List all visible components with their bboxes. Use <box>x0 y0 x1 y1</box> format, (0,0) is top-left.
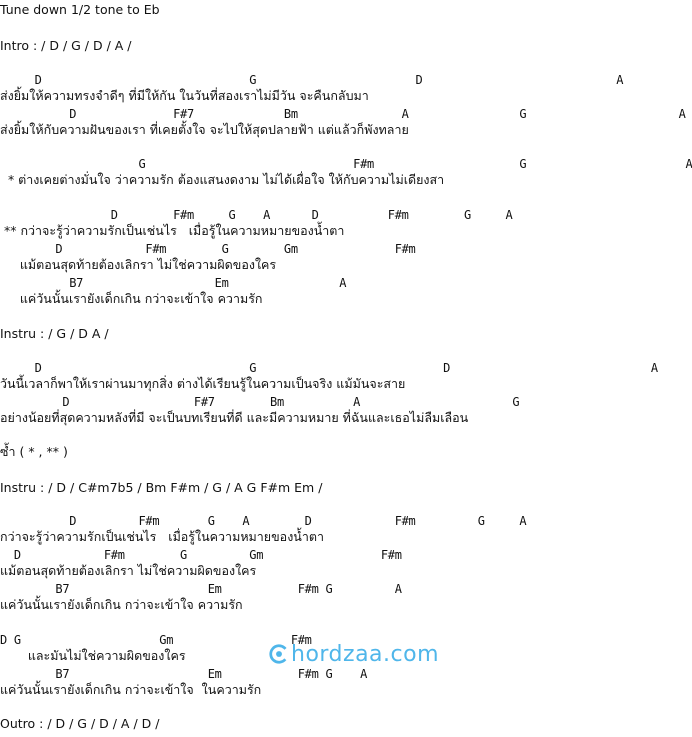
chord-line: D F#m G Gm F#m <box>0 548 402 562</box>
chord-line: B7 Em A <box>0 276 347 290</box>
chord-line: D F#m G Gm F#m <box>0 242 416 256</box>
lyric-line: แค่วันนั้นเรายังเด็กเกิน กว่าจะเข้าใจ ในความรัก <box>0 682 262 697</box>
lyric-line: แม้ตอนสุดท้ายต้องเลิกรา ไม่ใช่ความผิดของใคร <box>0 257 277 272</box>
lyric-line: ** กว่าจะรู้ว่าความรักเป็นเช่นไร เมื่อรู้ในความหมายของน้ำตา <box>0 223 345 238</box>
lyric-line: แม้ตอนสุดท้ายต้องเลิกรา ไม่ใช่ความผิดของใคร <box>0 563 257 578</box>
chord-line: D F#7 Bm A G <box>0 395 520 409</box>
chord-line: D G Gm F#m <box>0 633 312 647</box>
chordzaa-c-icon <box>268 643 290 665</box>
lyric-line: แค่วันนั้นเรายังเด็กเกิน กว่าจะเข้าใจ ความรัก <box>0 291 263 306</box>
chord-line: D F#m G A D F#m G A <box>0 208 513 222</box>
outro-line: Outro : / D / G / D / A / D / <box>0 716 160 731</box>
lyric-line: กว่าจะรู้ว่าความรักเป็นเช่นไร เมื่อรู้ในความหมายของน้ำตา <box>0 529 324 544</box>
watermark-text: hordzaa.com <box>291 641 440 667</box>
chord-line: B7 Em F#m G A <box>0 582 402 596</box>
lyric-line: ส่งยิ้มให้ความทรงจำดีๆ ที่มีให้กัน ในวันที่สองเราไม่มีวัน จะคืนกลับมา <box>0 88 369 103</box>
lyric-line: อย่างน้อยที่สุดความหลังที่มี จะเป็นบทเรียนที่ดี และมีความหมาย ที่ฉันและเธอไม่ลืมเลือน <box>0 410 469 425</box>
lyric-line: แค่วันนั้นเรายังเด็กเกิน กว่าจะเข้าใจ ความรัก <box>0 597 243 612</box>
site-watermark <box>268 640 458 668</box>
repeat-marker: ซ้ำ ( * , ** ) <box>0 444 68 459</box>
chord-line: D F#m G A D F#m G A <box>0 514 527 528</box>
instru-line: Instru : / G / D A / <box>0 326 109 341</box>
lyric-line: * ต่างเคยต่างมั่นใจ ว่าความรัก ต้องแสนงดงาม ไม่ได้เผื่อใจ ให้กับความไม่เดียงสา <box>0 172 445 187</box>
chord-line: D F#7 Bm A G A <box>0 107 686 121</box>
chord-line: B7 Em F#m G A <box>0 667 368 681</box>
chord-line: D G D A <box>0 361 658 375</box>
intro-line: Intro : / D / G / D / A / <box>0 38 132 53</box>
chord-line: G F#m G A <box>0 157 692 171</box>
chord-line: D G D A <box>0 73 624 87</box>
lyric-line: และมันไม่ใช่ความผิดของใคร <box>0 648 186 663</box>
lyric-line: ส่งยิ้มให้กับความฝันของเรา ที่เคยตั้งใจ จะไปให้สุดปลายฟ้า แต่แล้วก็พังทลาย <box>0 122 409 137</box>
lyric-line: วันนี้เวลาก็พาให้เราผ่านมาทุกสิ่ง ต่างได้เรียนรู้ในความเป็นจริง แม้มันจะสาย <box>0 376 406 391</box>
tuning-note: Tune down 1/2 tone to Eb <box>0 2 160 17</box>
instru-line: Instru : / D / C#m7b5 / Bm F#m / G / A G F#m Em / <box>0 480 323 495</box>
